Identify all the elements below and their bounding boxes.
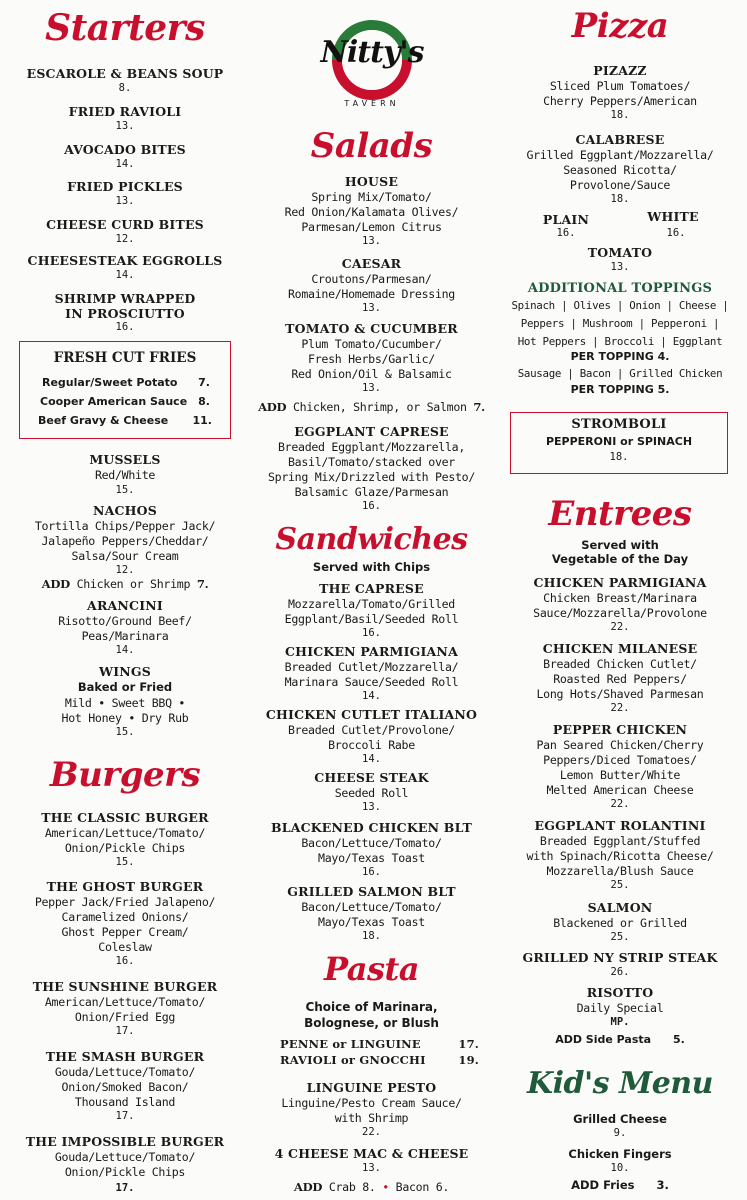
add-on-line [0, 577, 250, 592]
item-name: ESCAROLE & BEANS SOUP [26, 66, 224, 81]
item-desc: Peas/Marinara [81, 629, 169, 643]
item-price: 25. [610, 879, 630, 891]
item-price: 22. [610, 798, 630, 810]
item-price: MP. [610, 1016, 630, 1028]
add-label: ADD [41, 577, 70, 591]
item-name: 4 CHEESE MAC & CHEESE [274, 1146, 469, 1161]
item-desc: Parmesan/Lemon Citrus [301, 220, 442, 234]
item-desc: Mozzarella/Tomato/Grilled [287, 597, 455, 611]
middle-column [250, 0, 493, 1200]
item-desc: Breaded Eggplant/Mozzarella, [277, 440, 466, 454]
add-text: ADD Side Pasta [555, 1033, 652, 1046]
pasta-subtitle: Bolognese, or Blush [304, 1016, 439, 1030]
kids-item-price: 9. [613, 1127, 627, 1139]
kids-item-name: Grilled Cheese [573, 1112, 667, 1126]
item-name: WHITE [647, 209, 699, 224]
item-name: GRILLED SALMON BLT [287, 884, 456, 899]
item-desc: Breaded Cutlet/Provolone/ [287, 723, 455, 737]
item-price: 16. [362, 627, 381, 639]
section-title-pasta: Pasta [324, 950, 419, 988]
item-desc: Roasted Red Peppers/ [553, 672, 687, 686]
item-name: TOMATO & CUCUMBER [285, 321, 458, 336]
fries-row [20, 395, 230, 408]
item-name: PIZAZZ [593, 63, 647, 78]
item-desc: Marinara Sauce/Seeded Roll [284, 675, 459, 689]
item-desc: Peppers/Diced Tomatoes/ [543, 753, 697, 767]
pizza-plain [531, 212, 601, 240]
item-desc: Mild • Sweet BBQ • [64, 696, 186, 710]
item-desc: Gouda/Lettuce/Tomato/ [54, 1065, 196, 1079]
item-desc: Ghost Pepper Cream/ [61, 925, 189, 939]
item-name: SALMON [587, 900, 653, 915]
side-pasta-line [493, 1033, 747, 1046]
item-desc: Plum Tomato/Cucumber/ [301, 337, 442, 351]
kids-item-name: Chicken Fingers [568, 1147, 672, 1161]
fresh-cut-fries-box [19, 341, 231, 439]
pasta-option: PENNE or LINGUINE [280, 1037, 421, 1051]
item-price: 12. [115, 233, 135, 245]
pasta-row [250, 1037, 493, 1052]
add-bacon: Bacon 6. [395, 1180, 450, 1194]
item-price: 13. [115, 195, 135, 207]
item-name: RISOTTO [586, 985, 654, 1000]
fries-label: Cooper American Sauce [40, 395, 188, 408]
item-name: PLAIN [542, 212, 590, 227]
item-price: 26. [610, 966, 630, 978]
add-price: 3. [656, 1178, 669, 1192]
item-price: 14. [115, 158, 135, 170]
add-crab: Crab 8. [328, 1180, 376, 1194]
item-desc: American/Lettuce/Tomato/ [44, 995, 206, 1009]
item-desc: Seasoned Ricotta/ [563, 163, 677, 177]
item-desc: Risotto/Ground Beef/ [58, 614, 192, 628]
item-name: TOMATO [587, 245, 653, 260]
fries-price: 7. [198, 376, 210, 389]
item-name: PEPPER CHICKEN [552, 722, 688, 737]
item-desc: Fresh Herbs/Garlic/ [308, 352, 435, 366]
item-desc: Onion/Pickle Chips [64, 841, 186, 855]
item-desc: Bacon/Lettuce/Tomato/ [301, 836, 442, 850]
toppings-price: PER TOPPING 4. [570, 350, 670, 363]
item-name: ARANCINI [87, 598, 163, 613]
item-name: SHRIMP WRAPPED [54, 291, 196, 306]
item-price: 12. [115, 564, 135, 576]
item-name: IN PROSCIUTTO [65, 306, 185, 321]
add-label: ADD [258, 400, 287, 414]
item-desc: Melted American Cheese [546, 783, 694, 797]
item-price: 15. [115, 726, 135, 738]
add-text: Chicken, Shrimp, or Salmon [293, 400, 467, 414]
pasta-price: 17. [458, 1037, 479, 1051]
item-desc: Mozzarella/Blush Sauce [546, 864, 694, 878]
item-name: THE GHOST BURGER [46, 879, 204, 894]
fries-price: 8. [198, 395, 210, 408]
item-desc: Onion/Smoked Bacon/ [61, 1080, 189, 1094]
add-price: 5. [672, 1033, 685, 1046]
section-title-entrees: Entrees [548, 494, 692, 534]
item-name: STROMBOLI [571, 417, 667, 432]
item-desc: Red/White [94, 468, 156, 482]
item-name: CAESAR [341, 256, 402, 271]
item-price: 15. [115, 856, 135, 868]
item-name: CHICKEN CUTLET ITALIANO [265, 707, 478, 722]
item-desc: Spring Mix/Drizzled with Pesto/ [267, 470, 476, 484]
item-desc: Broccoli Rabe [328, 738, 415, 752]
item-price: 18. [609, 451, 629, 463]
item-price: 14. [362, 753, 381, 765]
item-name: CHICKEN PARMIGIANA [533, 575, 707, 590]
item-desc: Lemon Butter/White [559, 768, 681, 782]
item-desc: Sauce/Mozzarella/Provolone [533, 606, 707, 620]
section-title-starters: Starters [45, 7, 205, 49]
salad-add-line [250, 400, 493, 415]
item-name: BLACKENED CHICKEN BLT [270, 820, 473, 835]
item-price: 8. [118, 82, 132, 94]
fries-label: Beef Gravy & Cheese [38, 414, 169, 427]
item-desc: Pepper Jack/Fried Jalapeno/ [34, 895, 216, 909]
fries-label: Regular/Sweet Potato [42, 376, 178, 389]
item-desc: PEPPERONI or SPINACH [545, 435, 693, 448]
item-price: 18. [610, 109, 630, 121]
entrees-subtitle: Served with [581, 538, 659, 552]
add-text: Chicken or Shrimp [76, 577, 191, 591]
kids-add-line [493, 1178, 747, 1192]
item-price: 22. [362, 1126, 381, 1138]
item-name: THE SMASH BURGER [45, 1049, 205, 1064]
pasta-option: RAVIOLI or GNOCCHI [280, 1053, 426, 1067]
item-desc: Red Onion/Oil & Balsamic [291, 367, 452, 381]
item-price: 13. [610, 261, 630, 273]
item-desc: Spring Mix/Tomato/ [311, 190, 432, 204]
item-name: FRIED RAVIOLI [68, 104, 182, 119]
toppings-price: PER TOPPING 5. [570, 383, 670, 396]
item-price: 16. [362, 866, 381, 878]
item-desc: Chicken Breast/Marinara [543, 591, 697, 605]
item-name: CHICKEN PARMIGIANA [285, 644, 458, 659]
logo-text: Nitty's [320, 35, 424, 70]
item-desc: Linguine/Pesto Cream Sauce/ [281, 1096, 462, 1110]
add-label: ADD [293, 1180, 323, 1194]
toppings-title: ADDITIONAL TOPPINGS [527, 281, 713, 296]
item-desc: Coleslaw [98, 940, 152, 954]
item-desc: American/Lettuce/Tomato/ [44, 826, 206, 840]
nittys-logo [307, 5, 437, 115]
item-price: 15. [115, 484, 135, 496]
item-name: NACHOS [93, 503, 157, 518]
item-desc: with Spinach/Ricotta Cheese/ [526, 849, 714, 863]
item-price: 18. [610, 193, 630, 205]
item-desc: Seeded Roll [334, 786, 409, 800]
pasta-row [250, 1053, 493, 1068]
item-name: HOUSE [344, 174, 399, 189]
item-name: CALABRESE [575, 132, 665, 147]
item-price: 18. [362, 930, 381, 942]
item-price: 16. [115, 321, 135, 333]
item-desc: Caramelized Onions/ [61, 910, 189, 924]
item-desc: Tortilla Chips/Pepper Jack/ [34, 519, 216, 533]
pasta-price: 19. [458, 1053, 479, 1067]
fries-price: 11. [192, 414, 212, 427]
item-desc: Onion/Fried Egg [74, 1010, 176, 1024]
item-name: WINGS [98, 664, 151, 679]
item-price: 22. [610, 702, 630, 714]
section-title-burgers: Burgers [49, 755, 201, 795]
pasta-add-line [250, 1180, 493, 1195]
item-desc: Breaded Chicken Cutlet/ [543, 657, 697, 671]
item-name: CHEESESTEAK EGGROLLS [27, 253, 223, 268]
item-price: 14. [362, 690, 381, 702]
pasta-subtitle: Choice of Marinara, [305, 1000, 438, 1014]
item-desc: with Shrimp [334, 1111, 409, 1125]
fries-row [20, 376, 230, 389]
item-name: THE SUNSHINE BURGER [32, 979, 218, 994]
item-name: GRILLED NY STRIP STEAK [522, 950, 718, 965]
item-desc: Hot Honey • Dry Rub [61, 711, 189, 725]
toppings-line: Peppers | Mushroom | Pepperoni | [520, 317, 720, 330]
add-text: ADD Fries [571, 1178, 635, 1192]
item-price: 13. [362, 801, 381, 813]
add-price: 7. [473, 400, 485, 414]
item-name: THE IMPOSSIBLE BURGER [25, 1134, 225, 1149]
item-price: 22. [610, 621, 630, 633]
item-name: CHEESE STEAK [314, 770, 429, 785]
item-desc: Daily Special [576, 1001, 664, 1015]
item-desc: Provolone/Sauce [569, 178, 671, 192]
item-price: 13. [362, 1162, 381, 1174]
item-price: 14. [115, 644, 135, 656]
item-price: 17. [115, 1110, 135, 1122]
kids-item-price: 10. [610, 1162, 630, 1174]
item-desc: Onion/Pickle Chips [64, 1165, 186, 1179]
item-name: FRIED PICKLES [67, 179, 183, 194]
item-desc: Mayo/Texas Toast [318, 915, 425, 929]
item-desc: Basil/Tomato/stacked over [287, 455, 455, 469]
section-title-kids: Kid's Menu [527, 1066, 713, 1101]
section-subtitle: Served with Chips [312, 560, 431, 574]
add-price: 7. [196, 577, 209, 591]
fries-row [20, 414, 230, 427]
item-desc: Blackened or Grilled [553, 916, 687, 930]
item-desc: Grilled Eggplant/Mozzarella/ [526, 148, 714, 162]
item-desc: Romaine/Homemade Dressing [287, 287, 455, 301]
pizza-white [633, 209, 713, 240]
item-name: CHEESE CURD BITES [46, 217, 204, 232]
item-desc: Jalapeño Peppers/Cheddar/ [41, 534, 209, 548]
toppings-line: Hot Peppers | Broccoli | Eggplant [517, 335, 723, 348]
item-name: THE CLASSIC BURGER [41, 810, 209, 825]
item-desc: Balsamic Glaze/Parmesan [294, 485, 449, 499]
toppings-line: Spinach | Olives | Onion | Cheese | [511, 299, 729, 312]
item-price: 25. [610, 931, 630, 943]
item-name: AVOCADO BITES [64, 142, 186, 157]
item-name: LINGUINE PESTO [306, 1080, 437, 1095]
item-desc: Long Hots/Shaved Parmesan [536, 687, 704, 701]
item-price: 17. [115, 1025, 135, 1037]
right-column [493, 0, 747, 1200]
item-name: EGGPLANT ROLANTINI [534, 818, 706, 833]
item-price: 13. [362, 235, 381, 247]
bullet-dot: • [382, 1180, 389, 1194]
item-desc: Bacon/Lettuce/Tomato/ [301, 900, 442, 914]
item-name: THE CAPRESE [319, 581, 424, 596]
item-price: 17. [115, 1182, 135, 1194]
item-price: 13. [362, 382, 381, 394]
item-name: MUSSELS [89, 452, 161, 467]
item-desc: Croutons/Parmesan/ [311, 272, 432, 286]
toppings-line: Sausage | Bacon | Grilled Chicken [517, 367, 723, 380]
item-desc: Breaded Eggplant/Stuffed [539, 834, 701, 848]
item-name: CHICKEN MILANESE [542, 641, 698, 656]
item-sub: Baked or Fried [77, 680, 173, 694]
item-desc: Mayo/Texas Toast [318, 851, 425, 865]
section-title-pizza: Pizza [571, 6, 669, 46]
item-desc: Red Onion/Kalamata Olives/ [284, 205, 459, 219]
item-desc: Salsa/Sour Cream [71, 549, 179, 563]
stromboli-box [510, 412, 728, 474]
section-title-sandwiches: Sandwiches [275, 522, 468, 557]
item-price: 13. [115, 120, 135, 132]
fries-title: FRESH CUT FRIES [53, 350, 197, 366]
entrees-subtitle: Vegetable of the Day [551, 552, 689, 566]
item-desc: Cherry Peppers/American [543, 94, 697, 108]
item-desc: Breaded Cutlet/Mozzarella/ [284, 660, 459, 674]
item-desc: Eggplant/Basil/Seeded Roll [284, 612, 459, 626]
item-desc: Sliced Plum Tomatoes/ [549, 79, 691, 93]
item-price: 14. [115, 269, 135, 281]
item-name: EGGPLANT CAPRESE [294, 424, 449, 439]
left-column [0, 0, 250, 1200]
logo-tag: TAVERN [344, 99, 400, 108]
item-price: 16. [556, 227, 576, 239]
item-desc: Pan Seared Chicken/Cherry [536, 738, 704, 752]
section-title-salads: Salads [310, 126, 433, 166]
item-price: 16. [115, 955, 135, 967]
item-price: 16. [362, 500, 381, 512]
item-price: 13. [362, 302, 381, 314]
item-desc: Thousand Island [74, 1095, 176, 1109]
item-price: 16. [666, 227, 686, 239]
item-desc: Gouda/Lettuce/Tomato/ [54, 1150, 196, 1164]
